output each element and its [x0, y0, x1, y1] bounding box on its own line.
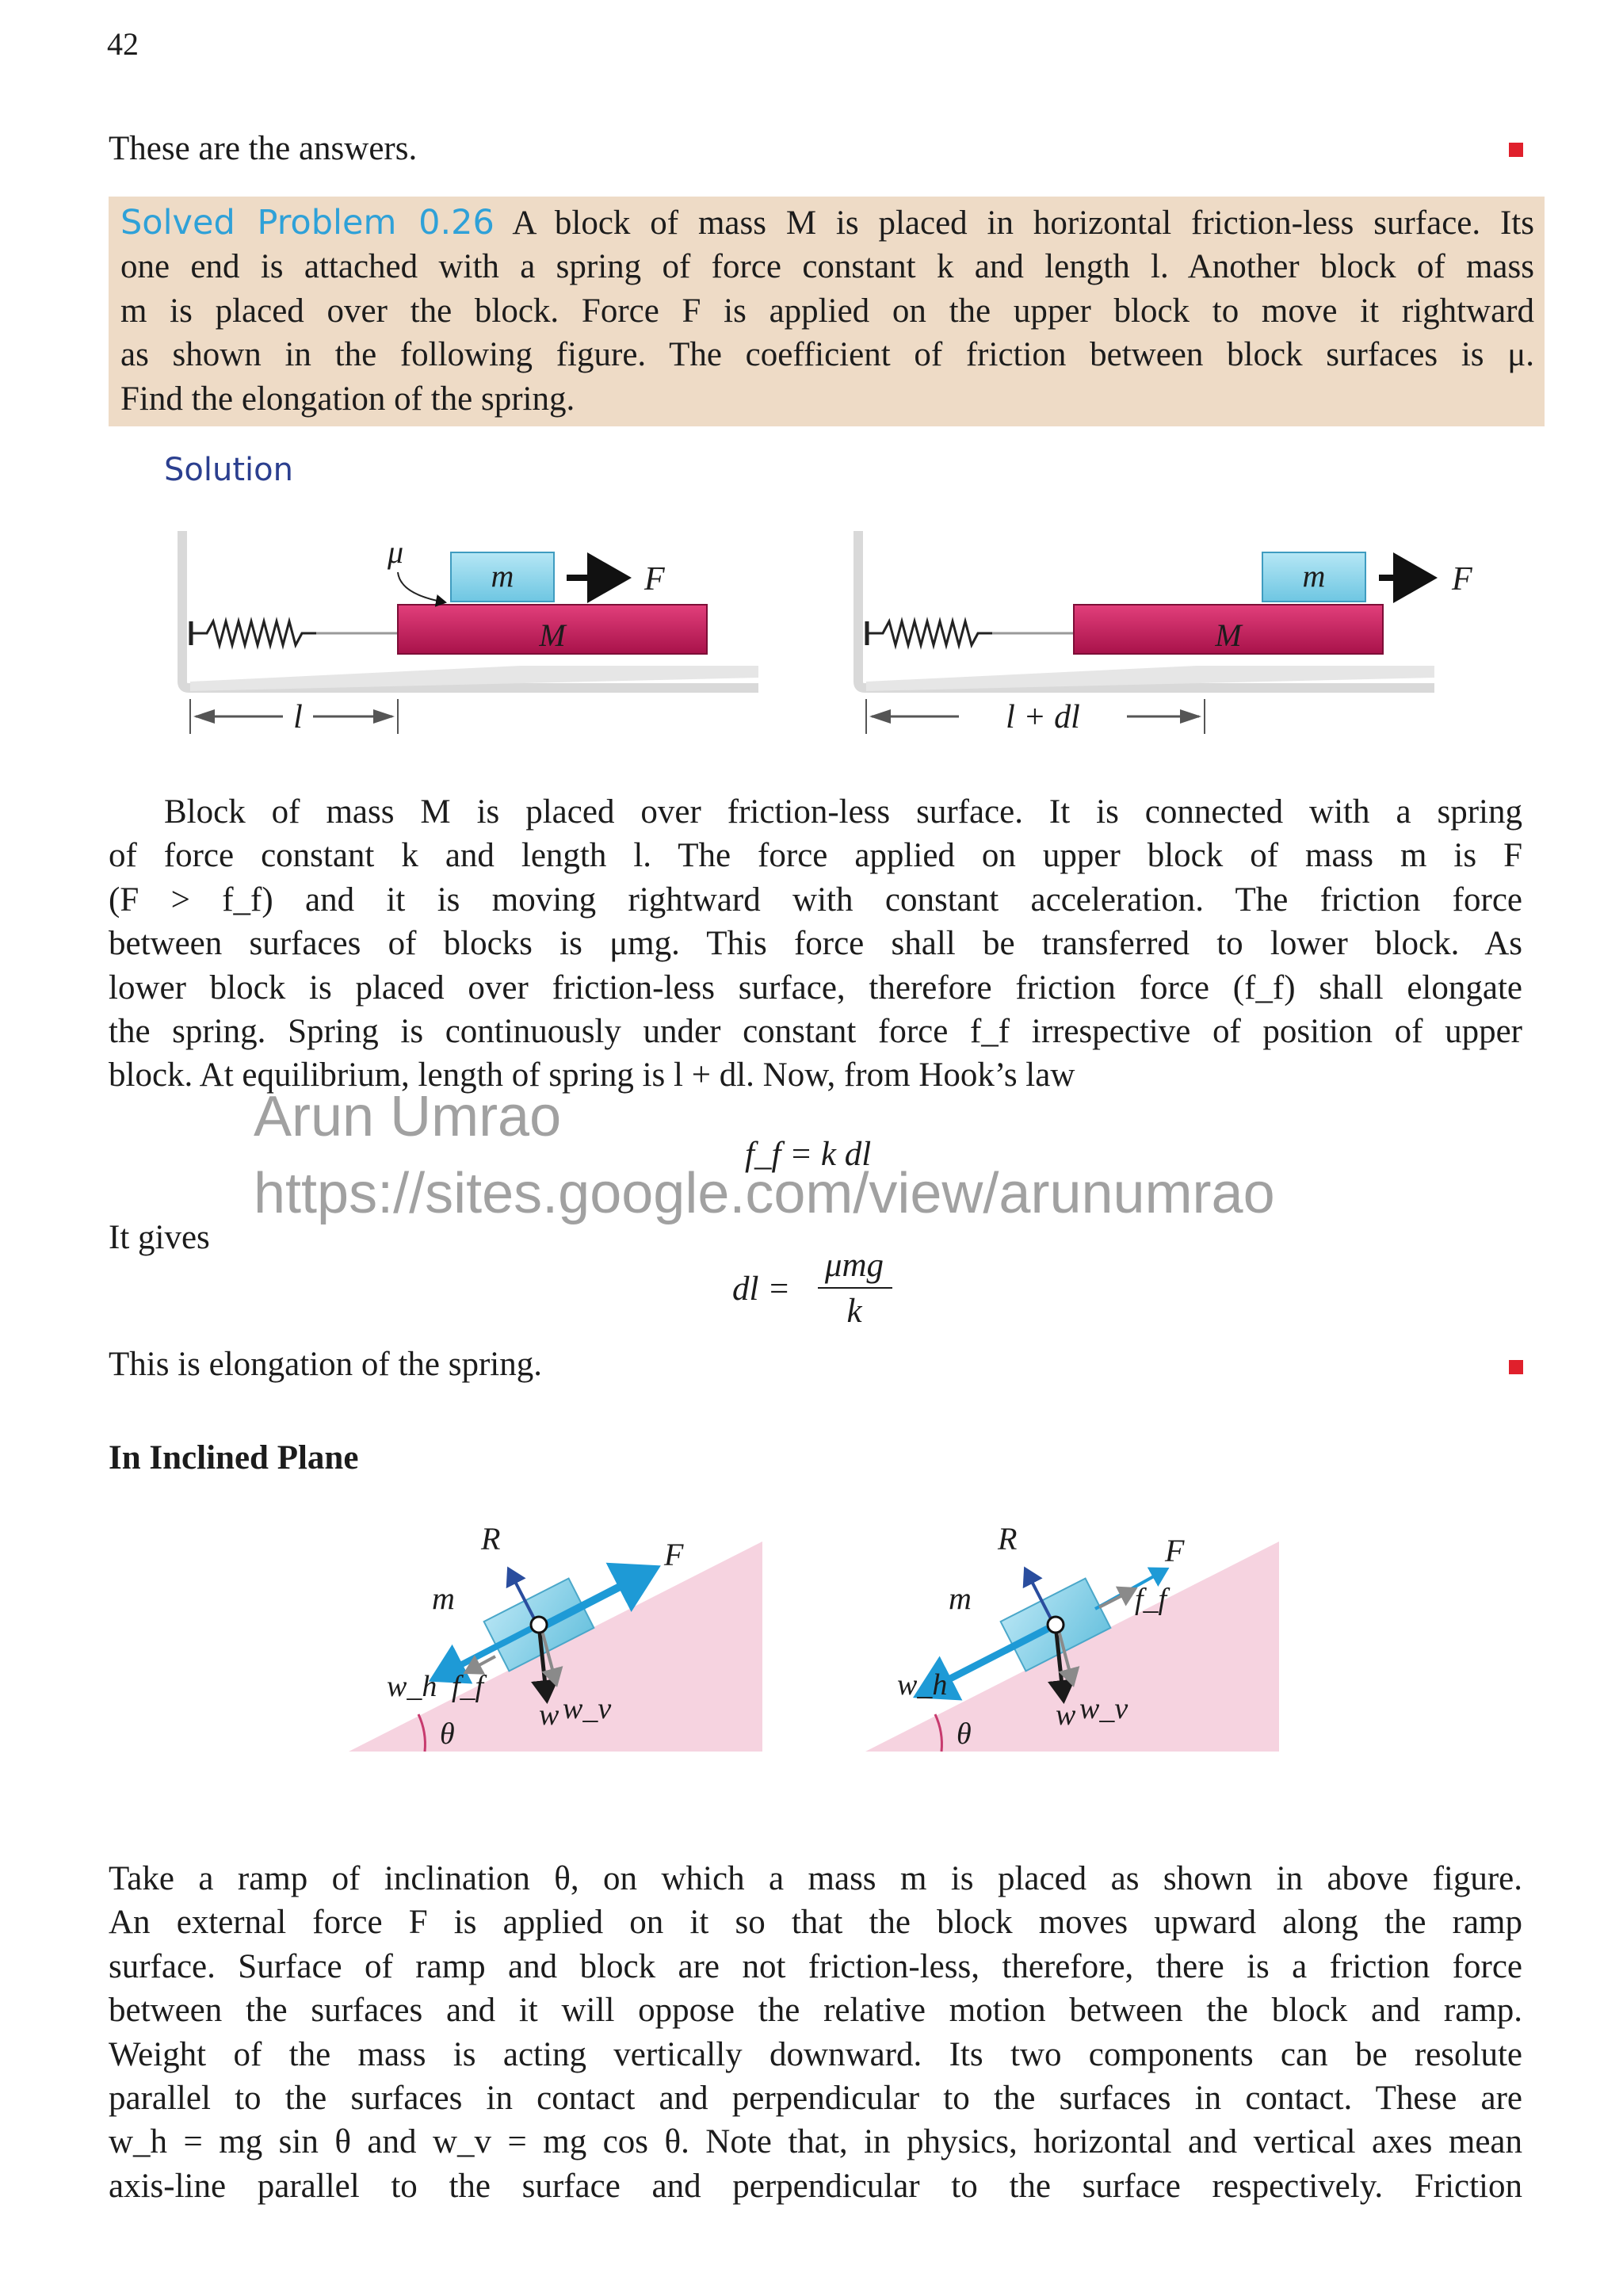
- solution-paragraph: Block of mass M is placed over friction-less surface. It is connected with a spring of force constant k and length l. The force applied on upper block of mass m is F (F > f_f) and it is moving rightward with constant acceleration. The friction force between surfaces of blocks is μmg. This force shall be transferred to lower block. As lower block is placed over friction-less surface, therefore friction force (f_f) shall elongate the spring. Spring is continuously under constant force f_f irrespective of position of upper block. At equilibrium, length of spring is l + dl. Now, from Hook’s law: [109, 793, 1522, 1095]
- label-theta: θ: [440, 1717, 455, 1751]
- label-M: M: [539, 617, 566, 653]
- label-M: M: [1215, 617, 1242, 653]
- section-heading: In Inclined Plane: [109, 1439, 359, 1477]
- mu-pointer: [398, 572, 445, 602]
- label-R: R: [481, 1521, 501, 1557]
- elongation-numerator: μmg: [824, 1247, 884, 1284]
- it-gives-text: It gives: [109, 1219, 210, 1256]
- label-length-l-dl: l + dl: [1006, 699, 1080, 735]
- label-f_f: f_f: [1135, 1583, 1167, 1616]
- spring-coil-icon: [867, 621, 992, 645]
- label-R: R: [998, 1521, 1018, 1557]
- label-m: m: [432, 1580, 455, 1616]
- right-system: [858, 531, 1472, 735]
- fraction-bar: [818, 1287, 892, 1289]
- label-m: m: [949, 1580, 972, 1616]
- label-w_h: w_h: [387, 1670, 437, 1703]
- label-m: m: [491, 558, 514, 594]
- elongation-denominator: k: [846, 1293, 862, 1330]
- spring-coil-icon: [191, 621, 316, 645]
- label-w_v: w_v: [1079, 1692, 1128, 1725]
- qed-square-icon: [1509, 143, 1523, 157]
- label-F: F: [644, 561, 665, 598]
- left-system: [182, 531, 758, 735]
- spring-block-figure: [109, 515, 1545, 753]
- inclined-plane-figure: [317, 1506, 1316, 1759]
- right-incline: [865, 1521, 1279, 1752]
- problem-label: Solved Problem 0.26: [120, 203, 495, 243]
- qed-square-icon: [1509, 1360, 1523, 1374]
- label-f_f: f_f: [452, 1670, 484, 1703]
- label-F: F: [1165, 1533, 1185, 1568]
- watermark-url: https://sites.google.com/view/arunumrao: [254, 1162, 1275, 1225]
- problem-statement: Solved Problem 0.26 A block of mass M is placed in horizontal friction-less surface. Its one end is attached with a spring of force constant k and length l. Another block of mass m is placed over the block. Force F is applied on the upper block to move it rightward as shown in the following figure. The coefficient of friction between block surfaces is μ. Find the elongation of the spring.: [120, 203, 1534, 418]
- label-mu: μ: [388, 534, 404, 570]
- intro-line: These are the answers.: [109, 130, 418, 167]
- label-w: w: [1056, 1698, 1076, 1732]
- center-of-mass-icon: [1048, 1617, 1064, 1633]
- center-of-mass-icon: [531, 1617, 547, 1633]
- label-w: w: [539, 1698, 559, 1732]
- page-number: 42: [107, 26, 139, 62]
- label-w_v: w_v: [563, 1692, 612, 1725]
- solution-heading: Solution: [164, 452, 293, 488]
- inclined-plane-paragraph: Take a ramp of inclination θ, on which a mass m is placed as shown in above figure. An external force F is applied on it so that the block moves upward along the ramp surface. Surface of ramp and block are not friction-less, therefore, there is a friction force between the surfaces and it will oppose the relative motion between the block and ramp. Weight of the mass is acting vertically downward. Its two components can be resolute parallel to the surfaces in contact and perpendicular to the surfaces in contact. These are w_h = mg sin θ and w_v = mg cos θ. Note that, in physics, horizontal and vertical axes mean axis-line parallel to the surface and perpendicular to the surface respectively. Friction: [109, 1860, 1522, 2205]
- label-theta: θ: [957, 1717, 972, 1751]
- left-incline: [349, 1521, 762, 1752]
- arrow-f_f: [1099, 1589, 1135, 1607]
- label-w_h: w_h: [897, 1668, 948, 1702]
- hooke-equation: f_f = k dl: [745, 1136, 872, 1173]
- label-length-l: l: [293, 699, 303, 735]
- elongation-eq-lhs: dl =: [732, 1270, 791, 1308]
- label-F: F: [1452, 561, 1472, 598]
- label-m: m: [1302, 558, 1326, 594]
- conclusion-line: This is elongation of the spring.: [109, 1346, 542, 1383]
- label-F: F: [664, 1537, 684, 1572]
- watermark-name: Arun Umrao: [254, 1085, 562, 1148]
